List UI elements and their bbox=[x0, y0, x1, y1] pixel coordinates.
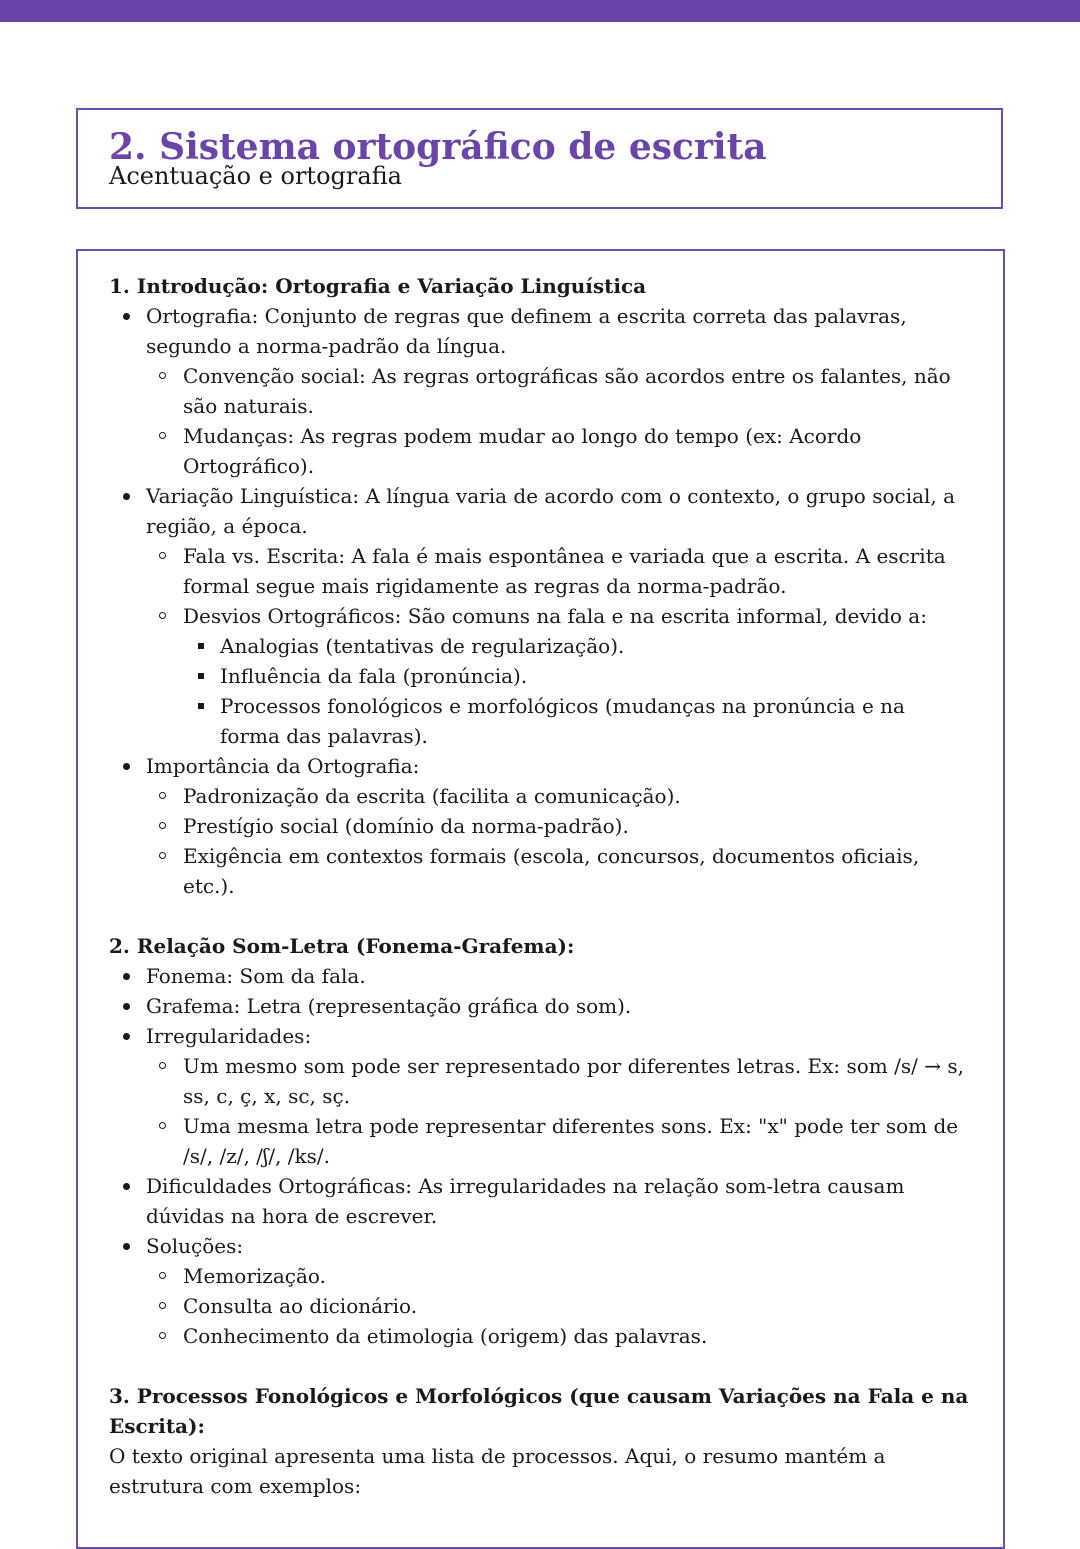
section-1-list bbox=[109, 301, 971, 901]
list-item-text: Importância da Ortografia: bbox=[146, 754, 420, 778]
sublist bbox=[146, 541, 971, 751]
sub-sublist bbox=[183, 631, 971, 751]
list-item: Convenção social: As regras ortográficas são acordos entre os falantes, não são naturais. bbox=[146, 361, 971, 421]
section-1-heading: 1. Introdução: Ortografia e Variação Linguística bbox=[109, 274, 647, 298]
list-item: Dificuldades Ortográficas: As irregularidades na relação som-letra causam dúvidas na hora de escrever. bbox=[109, 1171, 971, 1231]
list-item: Memorização. bbox=[146, 1261, 971, 1291]
list-item-text: Variação Linguística: A língua varia de acordo com o contexto, o grupo social, a região, a época. bbox=[146, 484, 956, 538]
title-card bbox=[76, 108, 1003, 209]
list-item: Uma mesma letra pode representar diferentes sons. Ex: "x" pode ter som de /s/, /z/, /ʃ/, /ks/. bbox=[146, 1111, 971, 1171]
list-item: Consulta ao dicionário. bbox=[146, 1291, 971, 1321]
list-item: Um mesmo som pode ser representado por diferentes letras. Ex: som /s/ → s, ss, c, ç, x, sc, sç. bbox=[146, 1051, 971, 1111]
section-3-paragraph: O texto original apresenta uma lista de processos. Aqui, o resumo mantém a estrutura com exemplos: bbox=[109, 1444, 886, 1498]
list-item bbox=[109, 1021, 971, 1171]
list-item-text: Desvios Ortográficos: São comuns na fala e na escrita informal, devido a: bbox=[183, 604, 927, 628]
sublist bbox=[146, 1051, 971, 1171]
list-item: Mudanças: As regras podem mudar ao longo do tempo (ex: Acordo Ortográfico). bbox=[146, 421, 971, 481]
list-item: Grafema: Letra (representação gráfica do som). bbox=[109, 991, 971, 1021]
sublist bbox=[146, 361, 971, 481]
sublist bbox=[146, 781, 971, 901]
section-2-heading: 2. Relação Som-Letra (Fonema-Grafema): bbox=[109, 934, 575, 958]
list-item-text: Irregularidades: bbox=[146, 1024, 312, 1048]
list-item: Padronização da escrita (facilita a comunicação). bbox=[146, 781, 971, 811]
content-card bbox=[76, 249, 1005, 1549]
list-item: Fala vs. Escrita: A fala é mais espontânea e variada que a escrita. A escrita formal segue mais rigidamente as regras da norma-padrão. bbox=[146, 541, 971, 601]
page-subtitle: Acentuação e ortografia bbox=[109, 162, 402, 190]
list-item: Analogias (tentativas de regularização). bbox=[183, 631, 971, 661]
list-item: Fonema: Som da fala. bbox=[109, 961, 971, 991]
list-item: Prestígio social (domínio da norma-padrão). bbox=[146, 811, 971, 841]
section-3-heading: 3. Processos Fonológicos e Morfológicos (que causam Variações na Fala e na Escrita): bbox=[109, 1384, 969, 1438]
list-item bbox=[146, 601, 971, 751]
list-item: Processos fonológicos e morfológicos (mudanças na pronúncia e na forma das palavras). bbox=[183, 691, 971, 751]
list-item bbox=[109, 481, 971, 751]
list-item bbox=[109, 751, 971, 901]
list-item bbox=[109, 1231, 971, 1351]
list-item: Influência da fala (pronúncia). bbox=[183, 661, 971, 691]
sublist bbox=[146, 1261, 971, 1351]
section-2-list bbox=[109, 961, 971, 1351]
list-item-text: Soluções: bbox=[146, 1234, 244, 1258]
page-title: 2. Sistema ortográfico de escrita bbox=[109, 126, 767, 168]
list-item: Exigência em contextos formais (escola, concursos, documentos oficiais, etc.). bbox=[146, 841, 971, 901]
list-item bbox=[109, 301, 971, 481]
list-item: Conhecimento da etimologia (origem) das palavras. bbox=[146, 1321, 971, 1351]
top-accent-bar bbox=[0, 0, 1080, 22]
content-body bbox=[109, 271, 971, 1501]
list-item-text: Ortografia: Conjunto de regras que definem a escrita correta das palavras, segundo a norma-padrão da língua. bbox=[146, 304, 907, 358]
